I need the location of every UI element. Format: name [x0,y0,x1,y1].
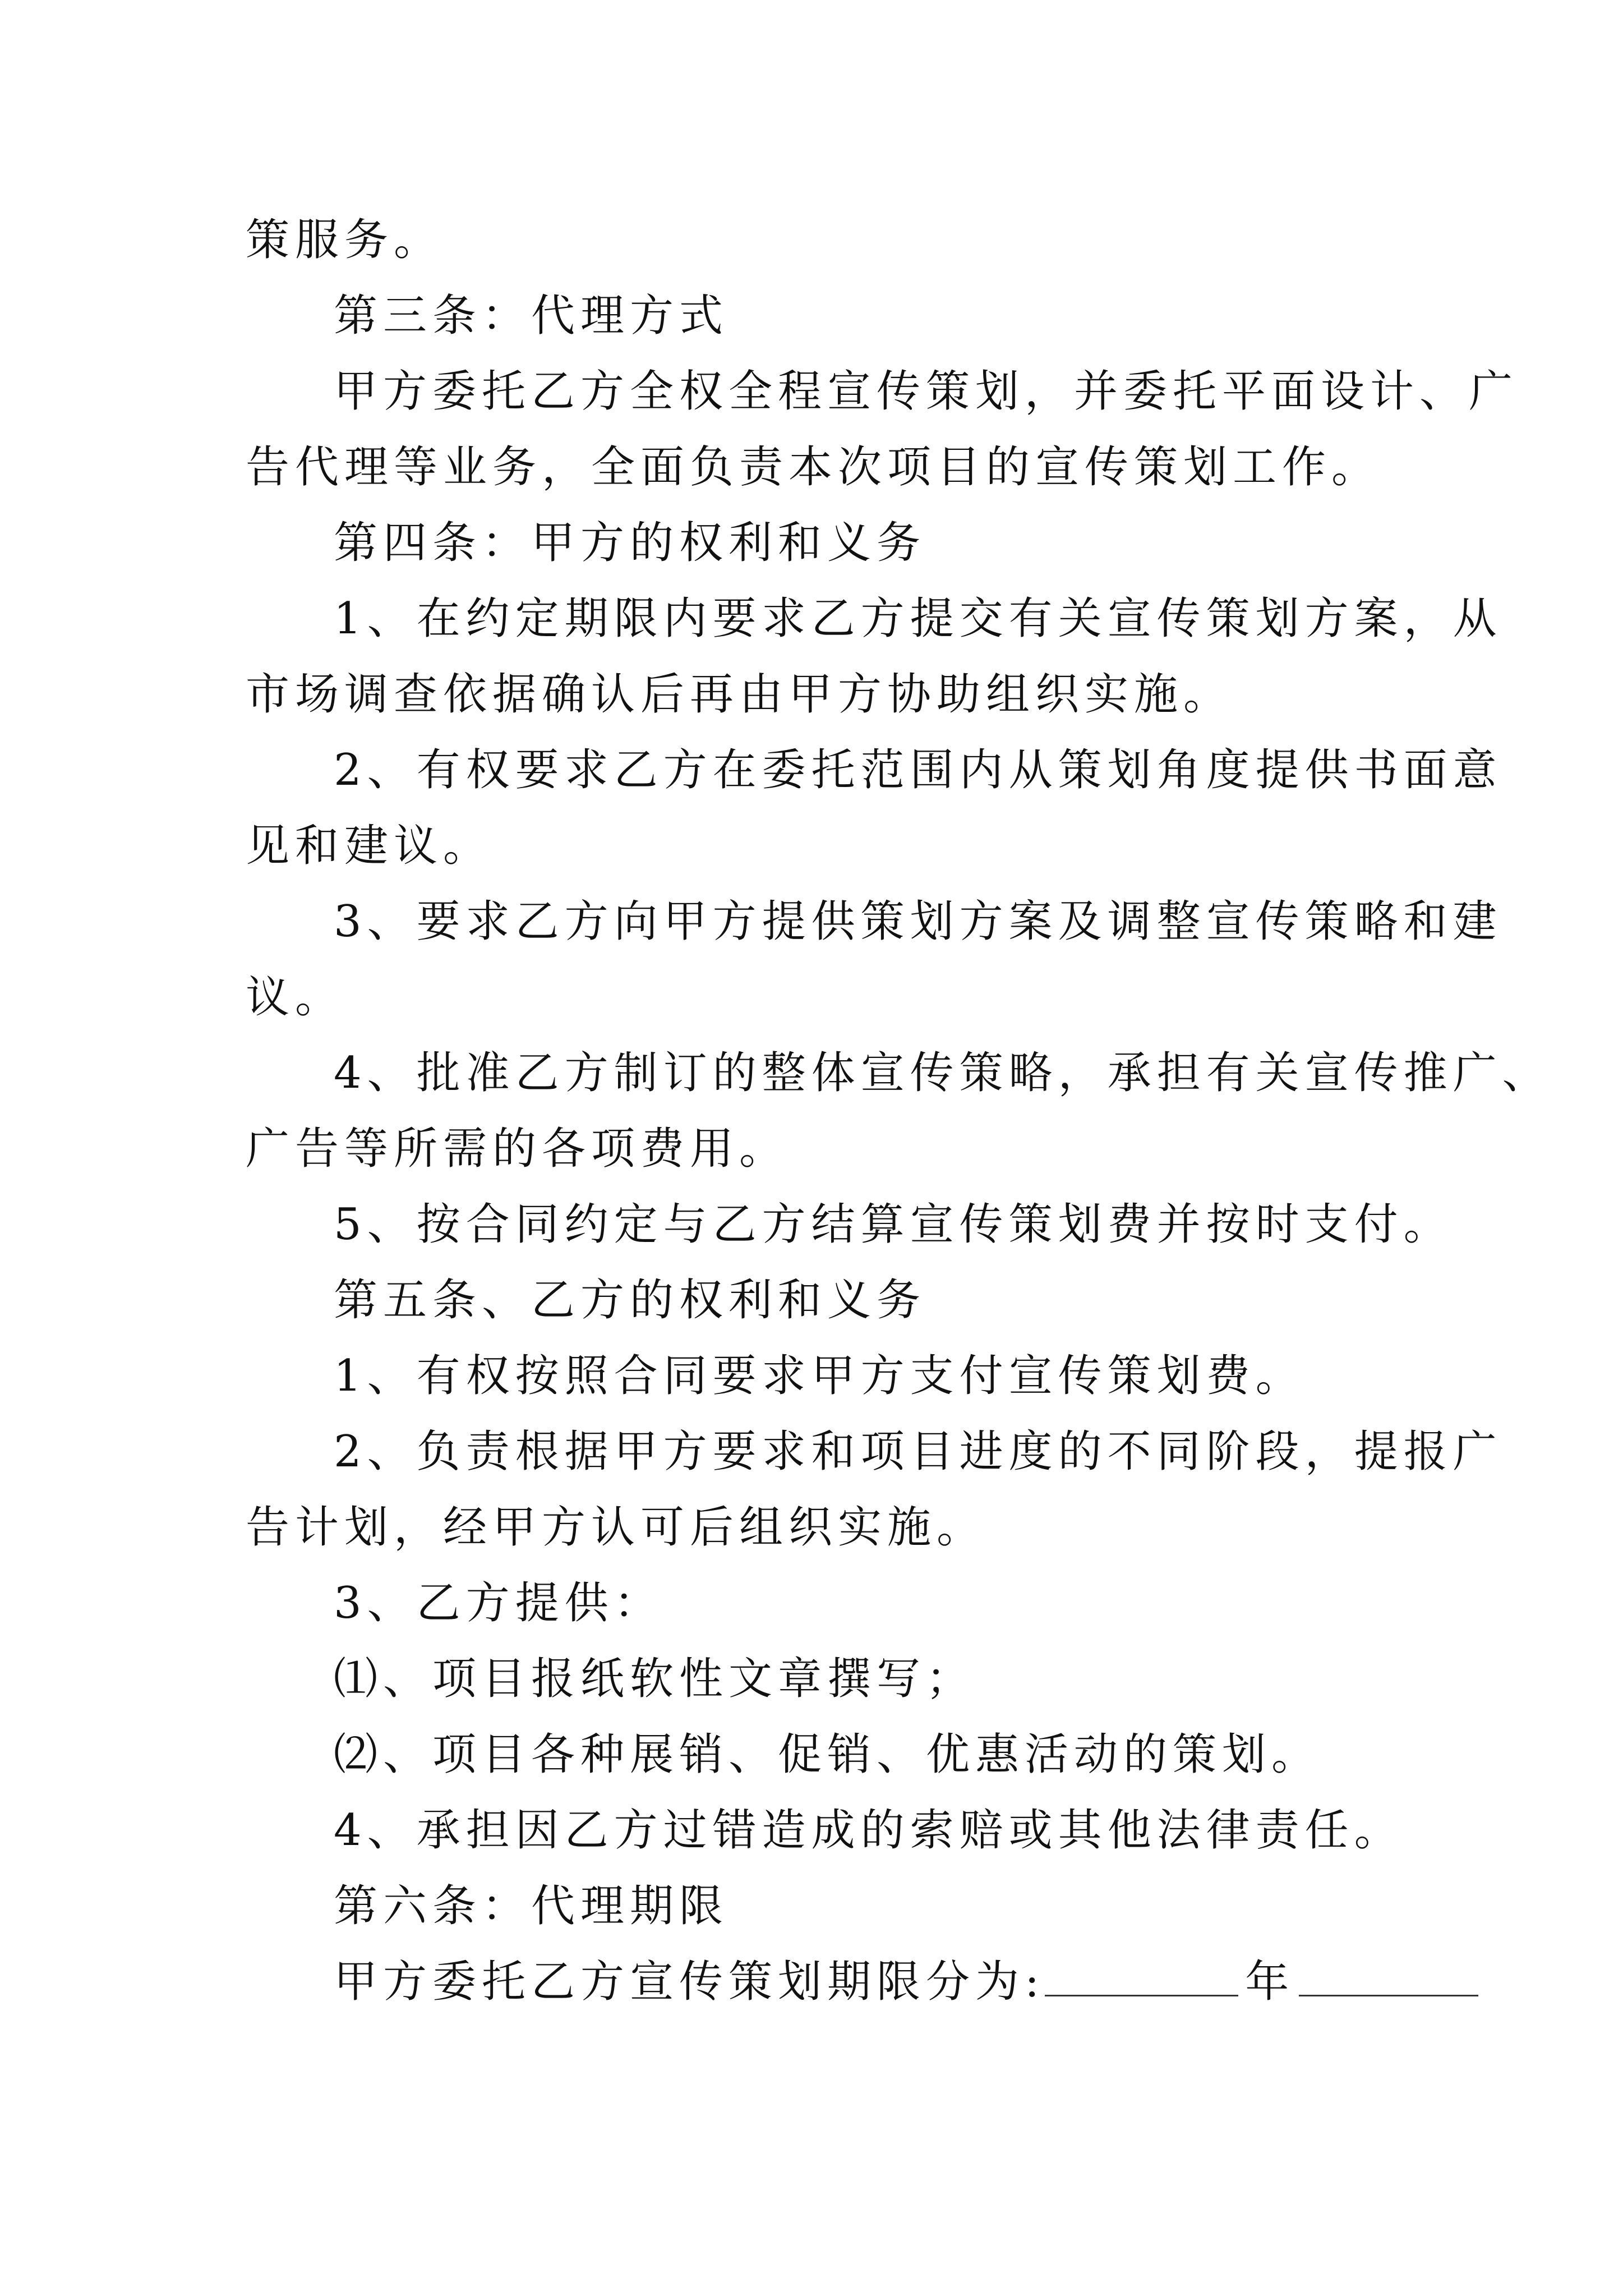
sub-list-item: ⑵、项目各种展销、促销、优惠活动的策划。 [334,1729,1321,1780]
list-item: 2、有权要求乙方在委托范围内从策划角度提供书面意 [334,745,1502,795]
term-line [334,1954,1478,2010]
term-line-prefix: 甲方委托乙方宣传策划期限分为: [334,1957,1045,2007]
clause-heading: 第五条、乙方的权利和义务 [334,1275,926,1326]
list-item: 4、承担因乙方过错造成的索赔或其他法律责任。 [334,1805,1404,1856]
year-label: 年 [1245,1957,1295,2007]
text-line: 甲方委托乙方全权全程宣传策划，并委托平面设计、广 [334,366,1519,417]
clause-heading: 第四条：甲方的权利和义务 [334,518,926,568]
blank-field-2 [1299,1955,1478,1996]
list-item: 2、负责根据甲方要求和项目进度的不同阶段，提报广 [334,1427,1502,1477]
list-item: 4、批准乙方制订的整体宣传策略，承担有关宣传推广、 [334,1048,1552,1098]
text-line: 见和建议。 [246,821,493,871]
clause-heading: 第三条：代理方式 [334,291,729,341]
text-line: 告代理等业务，全面负责本次项目的宣传策划工作。 [246,442,1381,493]
text-line: 策服务。 [246,215,444,265]
text-line: 市场调查依据确认后再由甲方协助组织实施。 [246,669,1233,720]
blank-field-1 [1045,1955,1238,1996]
sub-list-item: ⑴、项目报纸软性文章撰写； [334,1654,976,1704]
text-line: 广告等所需的各项费用。 [246,1124,789,1174]
text-line: 告计划，经甲方认可后组织实施。 [246,1502,986,1553]
clause-heading: 第六条：代理期限 [334,1881,729,1931]
list-item: 1、有权按照合同要求甲方支付宣传策划费。 [334,1351,1305,1401]
list-item: 5、按合同约定与乙方结算宣传策划费并按时支付。 [334,1199,1453,1250]
text-line: 议。 [246,972,345,1023]
list-item: 3、乙方提供： [334,1578,663,1628]
list-item: 1、在约定期限内要求乙方提交有关宣传策划方案，从 [334,593,1502,644]
list-item: 3、要求乙方向甲方提供策划方案及调整宣传策略和建 [334,896,1502,947]
